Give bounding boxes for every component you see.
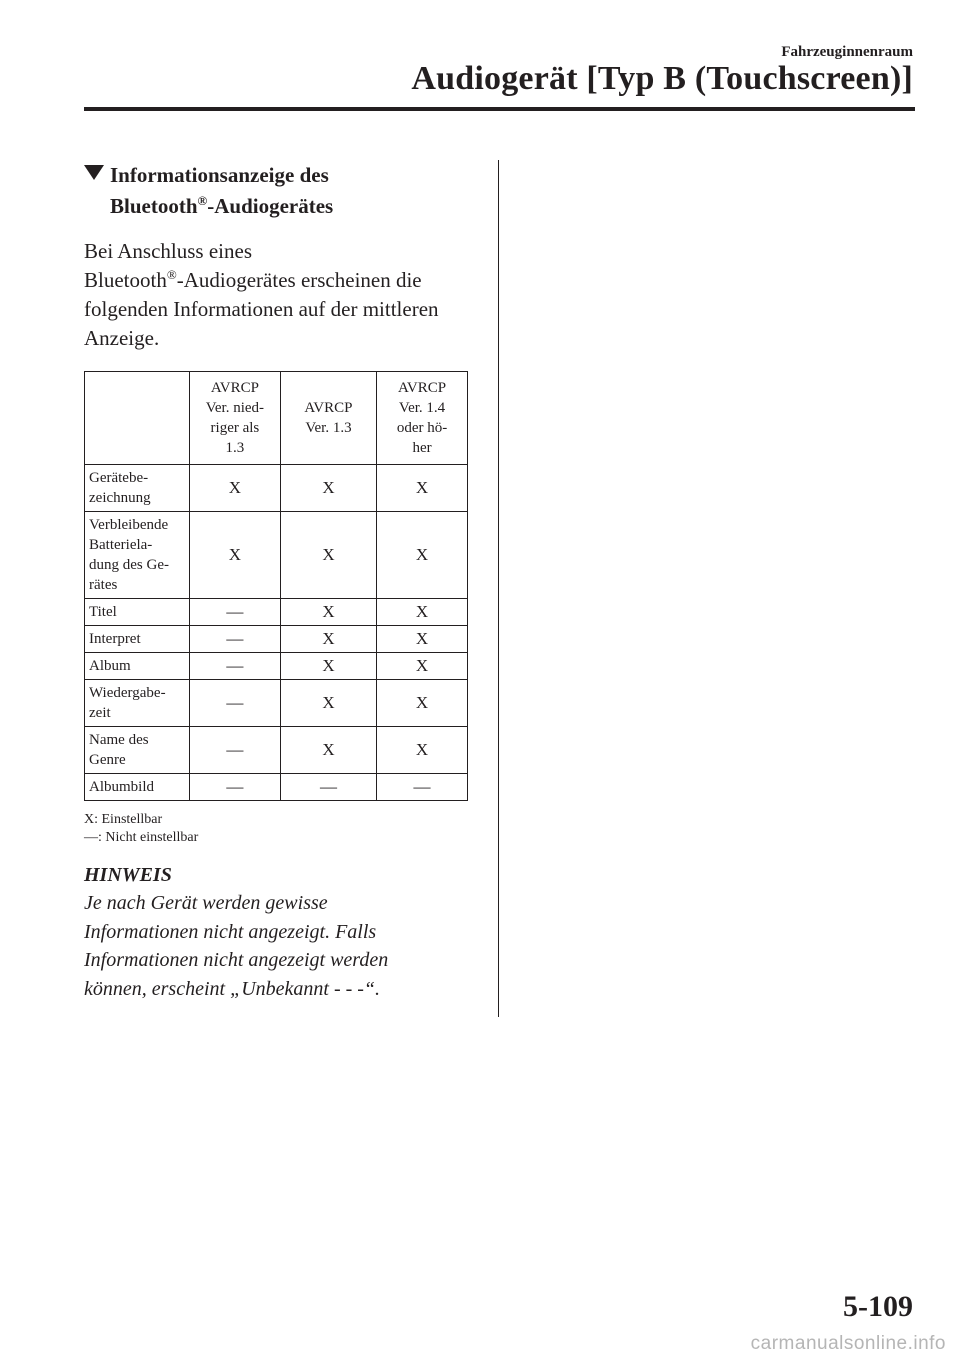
table-cell: — <box>189 653 280 680</box>
table-cell: X <box>280 727 376 774</box>
table-header-empty <box>85 372 190 465</box>
table-cell: — <box>189 727 280 774</box>
table-row <box>85 512 468 599</box>
text-line: AVRCP <box>304 400 353 416</box>
text-line: oder hö- <box>396 420 448 436</box>
text-line: riger als <box>210 420 260 436</box>
header-title: Audiogerät [Typ B (Touchscreen)] <box>411 60 913 97</box>
text-line: Informationen nicht angezeigt. Falls <box>84 920 377 943</box>
text-line: AVRCP <box>397 380 447 396</box>
table-cell: — <box>189 599 280 626</box>
text-line: Gerätebe- <box>89 470 149 486</box>
text-line: dung des Ge- <box>89 557 169 573</box>
table-header-col1 <box>189 372 280 465</box>
table-row <box>85 626 468 653</box>
table-cell: X <box>280 680 376 727</box>
table-row <box>85 727 468 774</box>
heading-suffix: -Audiogerätes <box>207 194 334 218</box>
table-cell: X <box>280 599 376 626</box>
table-row-label <box>85 653 190 680</box>
table-cell: X <box>280 512 376 599</box>
text-line: 1.3 <box>225 440 245 456</box>
table-cell: — <box>377 774 468 801</box>
triangle-down-icon <box>84 165 104 180</box>
table-row <box>85 653 468 680</box>
table-cell: X <box>280 465 376 512</box>
text-line: Verbleibende <box>89 517 169 533</box>
text-line: Je nach Gerät werden gewisse <box>84 892 328 914</box>
intro-line-4: Anzeige. <box>84 326 160 350</box>
text-line: Batteriela- <box>89 537 153 553</box>
text-line: zeit <box>89 705 111 721</box>
text-line: Informationen nicht angezeigt werden <box>84 949 389 971</box>
table-cell: X <box>280 653 376 680</box>
table-row <box>85 465 468 512</box>
table-body <box>85 465 468 801</box>
intro-bluetooth: Bluetooth <box>84 268 167 292</box>
text-line: AVRCP <box>210 380 259 396</box>
intro-line-2-rest: -Audiogerätes erscheinen die <box>176 268 422 292</box>
legend-not-settable: —: Nicht einstellbar <box>84 830 199 845</box>
table-header-col2 <box>280 372 376 465</box>
intro-paragraph <box>84 237 474 353</box>
table-cell: X <box>377 465 468 512</box>
text-line: Genre <box>89 752 126 768</box>
table-cell: X <box>377 599 468 626</box>
table-cell: — <box>280 774 376 801</box>
text-line: Ver. 1.4 <box>398 400 446 416</box>
table-row-label <box>85 512 190 599</box>
column-divider <box>498 160 499 1017</box>
table-cell: — <box>189 626 280 653</box>
legend <box>84 811 474 847</box>
header-rule <box>84 107 915 111</box>
legend-settable: X: Einstellbar <box>84 812 163 827</box>
table-row-label <box>85 626 190 653</box>
text-line: Wiedergabe- <box>89 685 166 701</box>
table-cell: X <box>377 512 468 599</box>
text-line: Titel <box>89 604 117 620</box>
table-header-row <box>85 372 468 465</box>
table-row-label <box>85 599 190 626</box>
section-heading-line1: Informationsanzeige des <box>110 163 329 187</box>
table-row-label <box>85 727 190 774</box>
page-number: 5-109 <box>843 1290 913 1323</box>
text-line: Albumbild <box>89 779 155 795</box>
table-cell: X <box>189 465 280 512</box>
table-row <box>85 599 468 626</box>
table-cell: X <box>377 680 468 727</box>
intro-registered-mark: ® <box>166 267 177 282</box>
section-heading <box>84 160 474 222</box>
heading-bluetooth: Bluetooth <box>110 194 198 218</box>
text-line: her <box>412 440 432 456</box>
text-line: Ver. 1.3 <box>305 420 352 436</box>
intro-line-2 <box>84 266 474 295</box>
text-line: Album <box>89 658 131 674</box>
text-line: rätes <box>89 577 118 593</box>
table-row-label <box>85 465 190 512</box>
table-cell: X <box>189 512 280 599</box>
text-line: können, erscheint „Unbekannt - - -“. <box>84 977 381 1000</box>
table-cell: X <box>280 626 376 653</box>
section-heading-line2 <box>110 191 474 222</box>
intro-line-1: Bei Anschluss eines <box>84 239 252 263</box>
table-row <box>85 774 468 801</box>
text-line: zeichnung <box>89 490 151 506</box>
table-cell: X <box>377 626 468 653</box>
table-header-col3 <box>377 372 468 465</box>
footer-watermark: carmanualsonline.info <box>750 1333 946 1354</box>
text-line: Interpret <box>89 631 141 647</box>
intro-line-3: folgenden Informationen auf der mittleren <box>84 297 439 321</box>
text-line: Name des <box>89 732 149 748</box>
header-section-label: Fahrzeuginnenraum <box>781 44 913 60</box>
table-row-label <box>85 680 190 727</box>
table-row <box>85 680 468 727</box>
note-heading: HINWEIS <box>84 864 172 886</box>
table-cell: X <box>377 653 468 680</box>
table-cell: — <box>189 774 280 801</box>
text-line: Ver. nied- <box>205 400 265 416</box>
table-cell: X <box>377 727 468 774</box>
table-cell: — <box>189 680 280 727</box>
info-table <box>84 371 468 801</box>
note-text <box>84 889 474 1003</box>
table-row-label <box>85 774 190 801</box>
heading-registered-mark: ® <box>197 193 208 208</box>
main-column <box>84 160 474 1003</box>
